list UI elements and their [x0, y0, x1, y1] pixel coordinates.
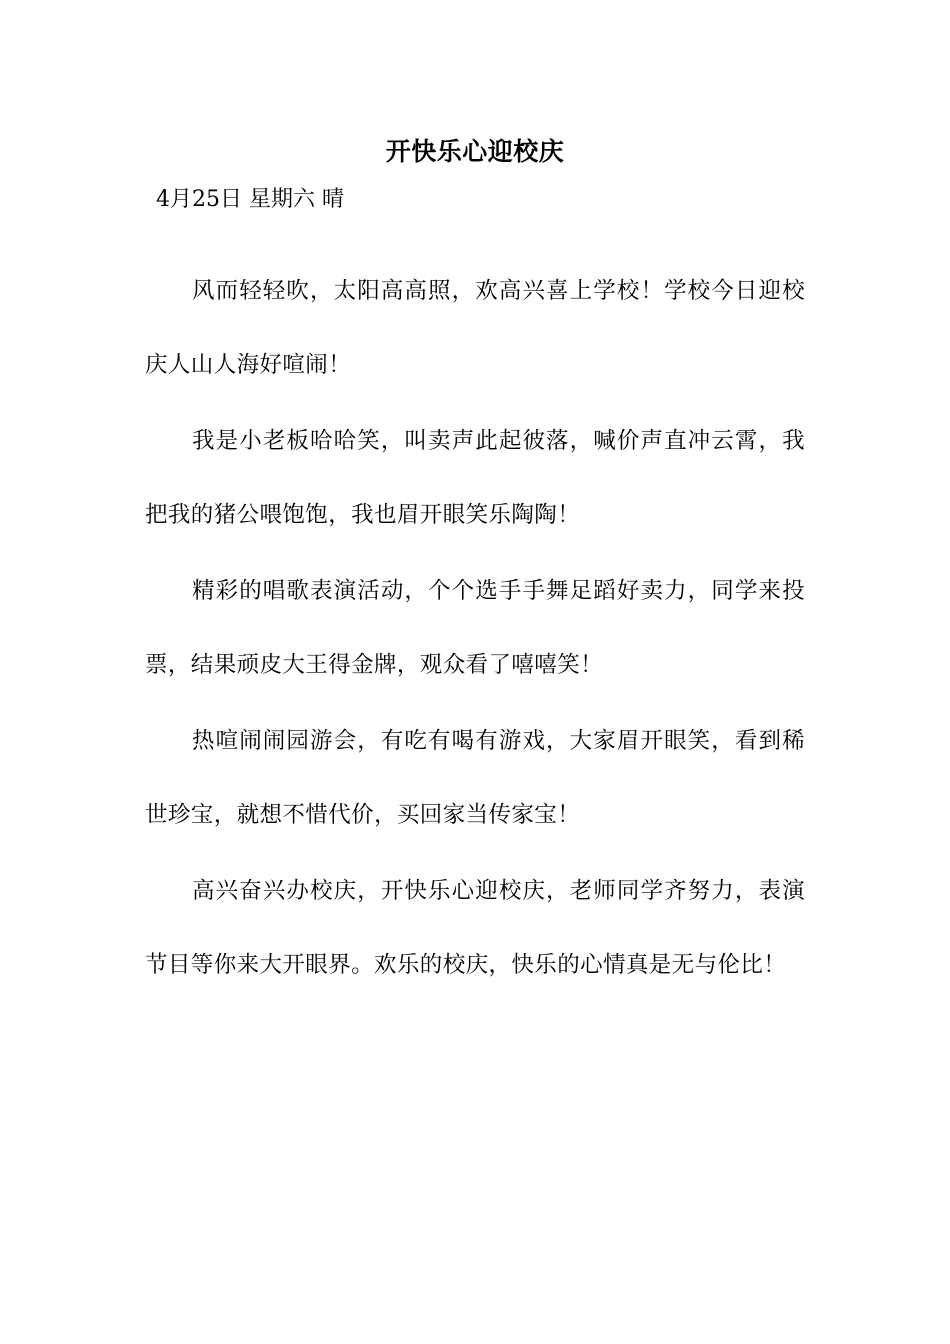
paragraph: 高兴奋兴办校庆，开快乐心迎校庆，老师同学齐努力，表演节目等你来大开眼界。欢乐的校庆，快乐的心情真是无与伦比！	[145, 878, 805, 978]
paragraph: 风而轻轻吹，太阳高高照，欢高兴喜上学校！学校今日迎校庆人山人海好喧闹！	[145, 278, 805, 378]
body-text	[145, 254, 805, 1004]
document-title: 开快乐心迎校庆	[385, 137, 565, 166]
paragraph: 精彩的唱歌表演活动，个个选手手舞足蹈好卖力，同学来投票，结果顽皮大王得金牌，观众看了嘻嘻笑！	[145, 578, 805, 678]
dateline: 4月25日 星期六 晴	[156, 187, 344, 212]
paragraph: 热喧闹闹园游会，有吃有喝有游戏，大家眉开眼笑，看到稀世珍宝，就想不惜代价，买回家当传家宝！	[145, 728, 805, 828]
paragraph: 我是小老板哈哈笑，叫卖声此起彼落，喊价声直冲云霄，我把我的猪公喂饱饱，我也眉开眼笑乐陶陶！	[145, 428, 805, 528]
